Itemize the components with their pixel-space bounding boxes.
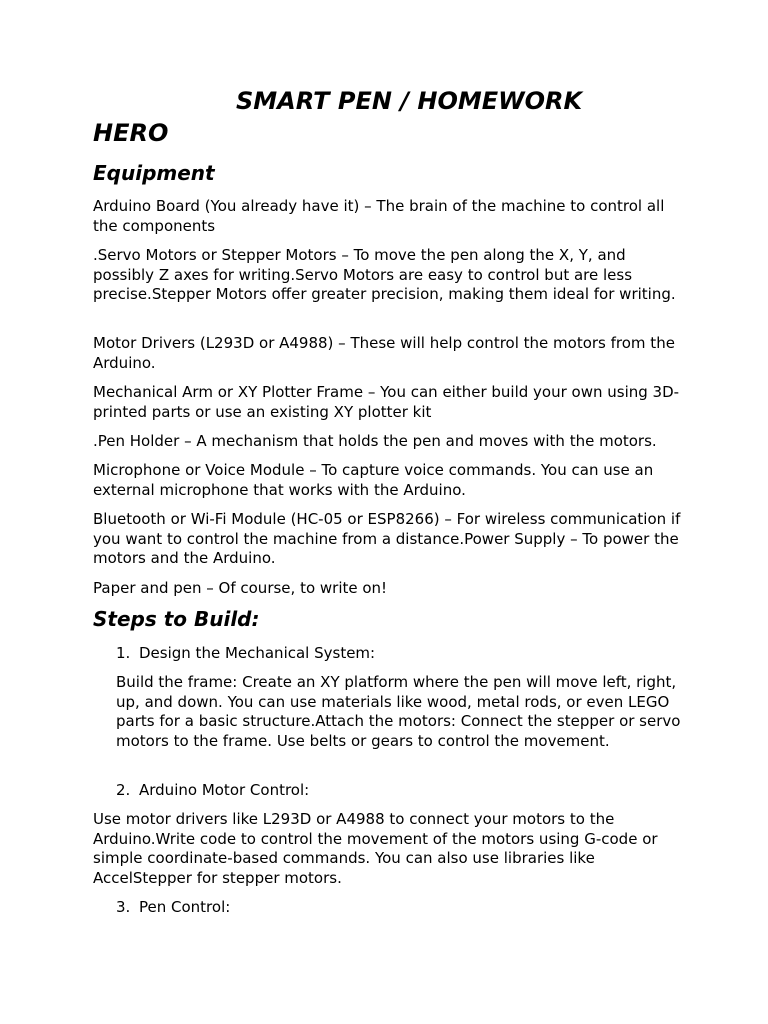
equipment-paragraph: .Pen Holder – A mechanism that holds the pen and moves with the motors. — [93, 432, 657, 450]
list-item — [116, 781, 309, 801]
list-item — [116, 898, 230, 918]
equipment-paragraph: Arduino Board (You already have it) – The brain of the machine to control all the components — [93, 197, 665, 235]
equipment-paragraph: Mechanical Arm or XY Plotter Frame – You can either build your own using 3D-printed parts or use an existing XY plotter kit — [93, 383, 680, 421]
list-item — [116, 644, 375, 664]
step-body: Use motor drivers like L293D or A4988 to connect your motors to the Arduino.Write code to control the movement of the motors using G-code or simple coordinate-based commands. You can also use libraries like AccelStepper for stepper motors. — [93, 810, 658, 887]
step-body: Build the frame: Create an XY platform where the pen will move left, right, up, and down. You can use materials like wood, metal rods, or even LEGO parts for a basic structure.Attach the motors: Connect the stepper or servo motors to the frame. Use belts or gears to control the movement. — [116, 673, 681, 750]
list-label: Arduino Motor Control: — [139, 781, 310, 799]
list-number: 2. — [116, 781, 131, 799]
equipment-heading: Equipment — [93, 161, 215, 185]
equipment-paragraph: Microphone or Voice Module – To capture voice commands. You can use an external microphone that works with the Arduino. — [93, 461, 654, 499]
list-number: 1. — [116, 644, 131, 662]
equipment-paragraph: Bluetooth or Wi-Fi Module (HC-05 or ESP8266) – For wireless communication if you want to control the machine from a distance.Power Supply – To power the motors and the Arduino. — [93, 510, 681, 567]
steps-heading: Steps to Build: — [93, 607, 260, 631]
equipment-paragraph: .Servo Motors or Stepper Motors – To move the pen along the X, Y, and possibly Z axes for writing.Servo Motors are easy to control but are less precise.Stepper Motors offer greater precision, making them ideal for writing. — [93, 246, 676, 303]
equipment-paragraph: Motor Drivers (L293D or A4988) – These will help control the motors from the Arduino. — [93, 334, 675, 372]
list-label: Pen Control: — [139, 898, 231, 916]
equipment-paragraph: Paper and pen – Of course, to write on! — [93, 579, 388, 597]
document-title: SMART PEN / HOMEWORK — [236, 87, 583, 115]
list-number: 3. — [116, 898, 131, 916]
document-title-continued: HERO — [93, 119, 169, 147]
list-label: Design the Mechanical System: — [139, 644, 376, 662]
